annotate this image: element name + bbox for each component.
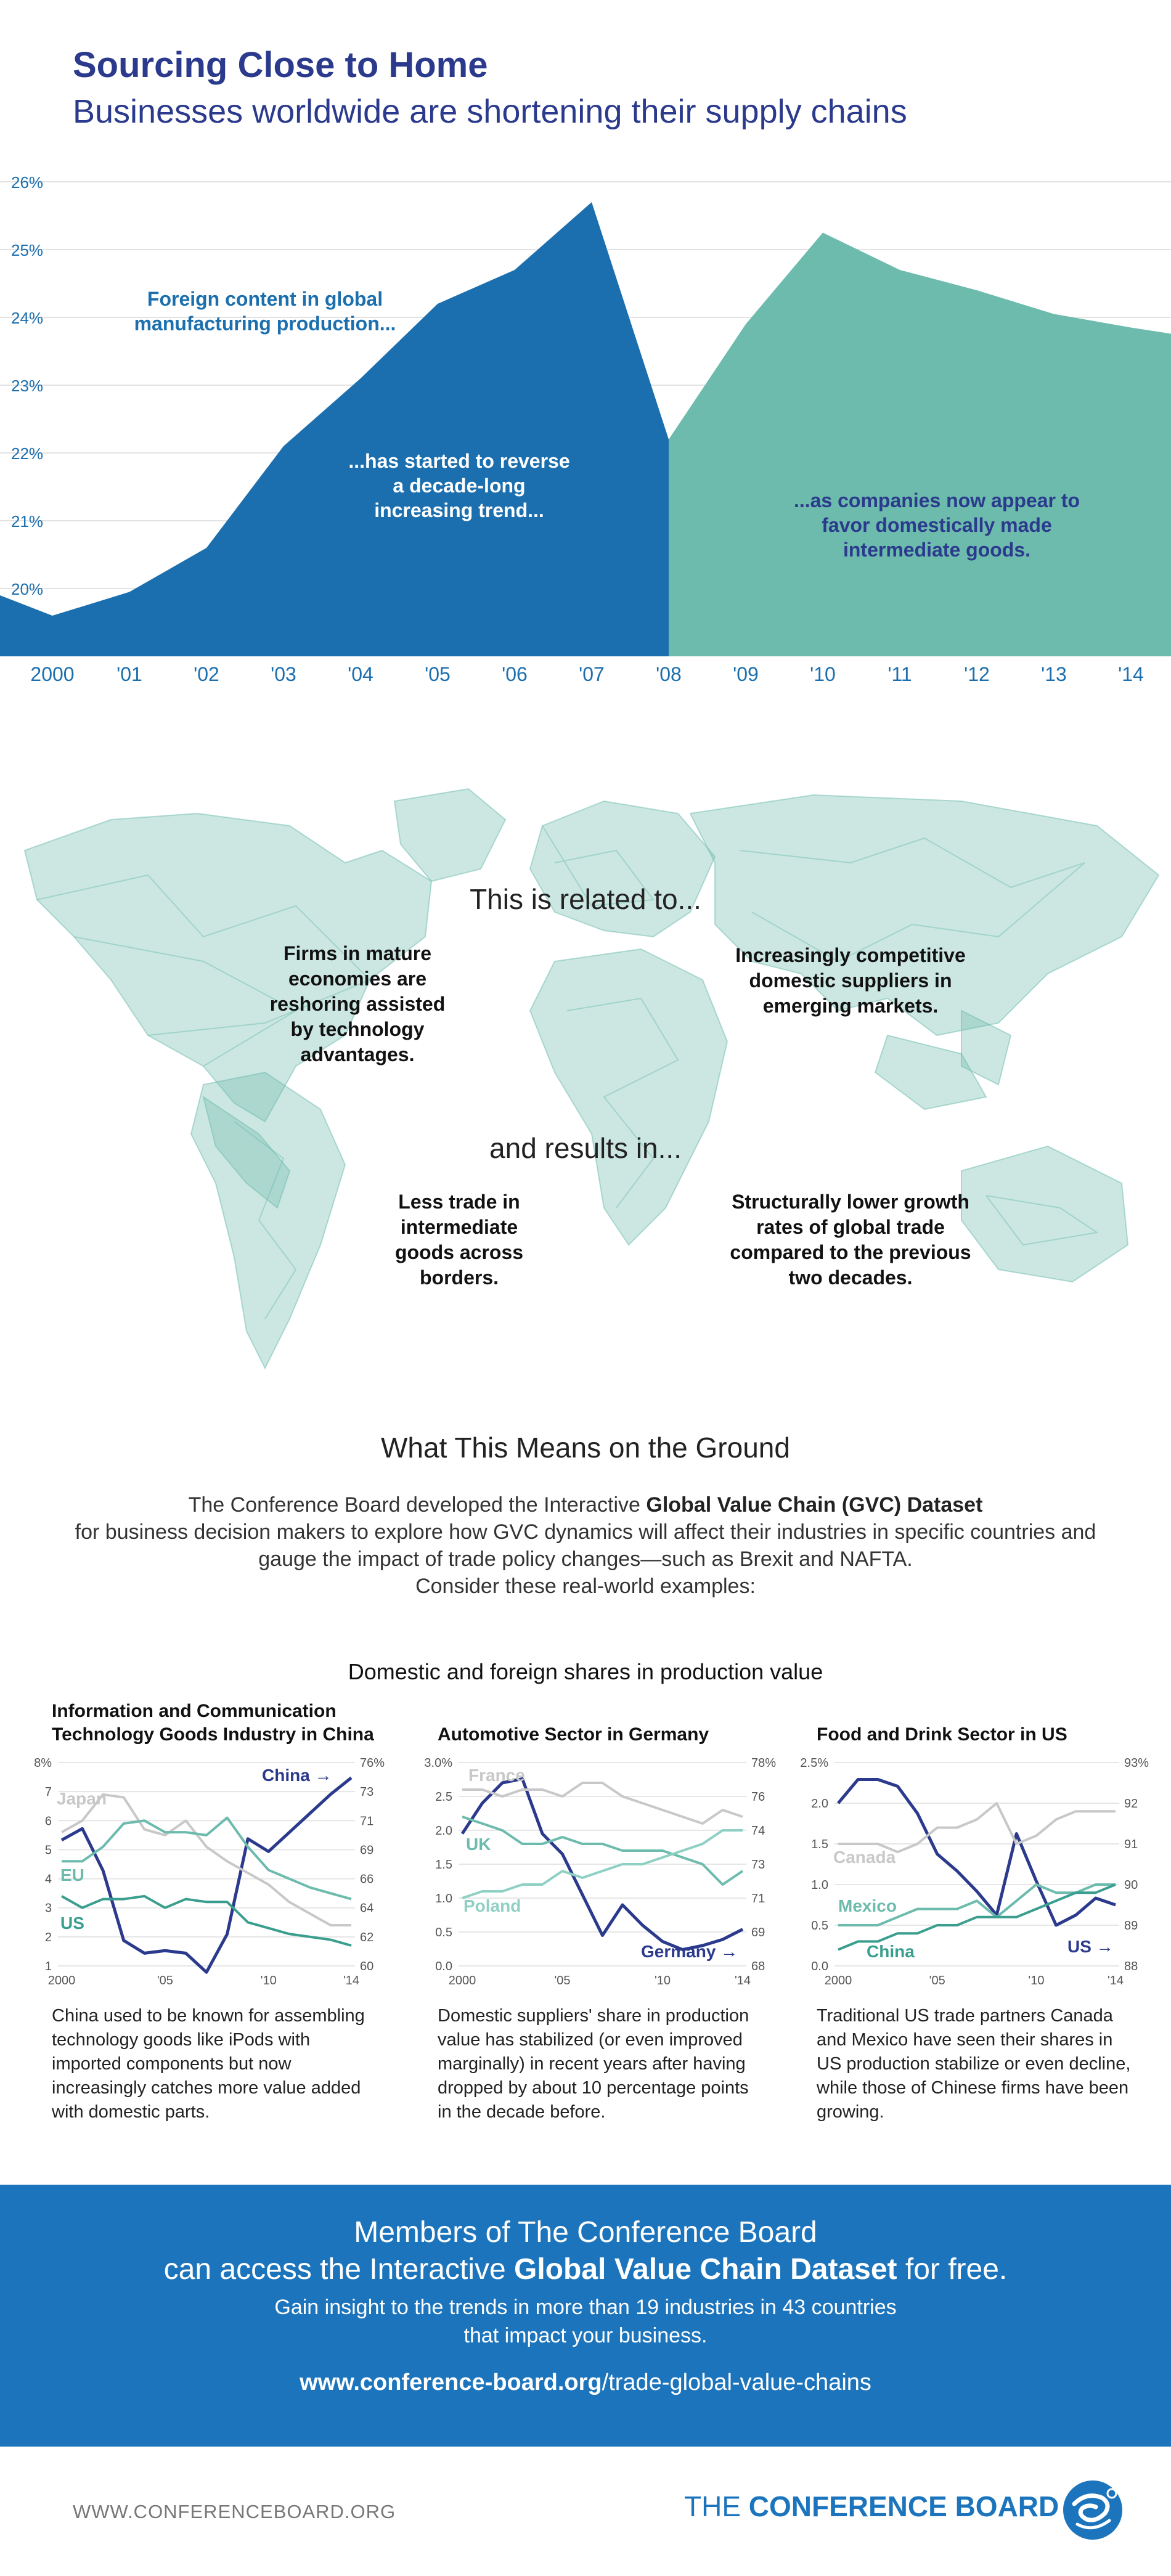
- banner-line-1: Members of The Conference Board: [354, 2216, 817, 2249]
- banner-url-link[interactable]: [0, 2370, 1171, 2396]
- main-xtick-label: 2000: [30, 663, 75, 685]
- series-label-us: US: [60, 1914, 84, 1933]
- main-xtick-label: '12: [964, 663, 990, 685]
- x-axis-tick: '10: [1028, 1974, 1045, 1984]
- right-axis-tick: 76: [751, 1790, 765, 1804]
- left-axis-tick: 1.0: [435, 1892, 452, 1906]
- x-axis-tick: 2000: [824, 1974, 852, 1984]
- left-axis-tick: 6: [44, 1814, 52, 1828]
- left-axis-tick: 0.0: [811, 1960, 828, 1973]
- brand-the: THE: [684, 2490, 749, 2522]
- series-line-us: [62, 1896, 351, 1946]
- related-right-text: Increasingly competitive domestic suppliers in emerging markets.: [735, 944, 966, 1017]
- series-line-eu: [62, 1818, 351, 1899]
- area-reversing-period: [669, 233, 1171, 657]
- left-axis-tick: 2.5%: [800, 1756, 828, 1770]
- series-label-mexico: Mexico: [838, 1896, 897, 1915]
- results-left-text: Less trade in intermediate goods across borders.: [394, 1191, 524, 1289]
- x-axis-tick: '14: [734, 1974, 751, 1984]
- right-axis-tick: 66: [360, 1872, 374, 1886]
- series-label-canada: Canada: [833, 1848, 896, 1867]
- results-heading: and results in...: [489, 1132, 682, 1164]
- left-axis-tick: 1.0: [811, 1878, 828, 1892]
- x-axis-tick: '05: [929, 1974, 945, 1984]
- series-line-canada: [838, 1803, 1116, 1852]
- main-xtick-label: '02: [194, 663, 219, 685]
- left-axis-tick: 0.5: [811, 1919, 828, 1933]
- right-axis-tick: 78%: [751, 1756, 777, 1770]
- x-axis-tick: '14: [343, 1974, 360, 1984]
- x-axis-tick: '10: [654, 1974, 671, 1984]
- main-xtick-label: '10: [810, 663, 836, 685]
- left-axis-tick: 5: [44, 1843, 52, 1857]
- footer-website-link[interactable]: WWW.CONFERENCEBOARD.ORG: [73, 2501, 396, 2522]
- left-axis-tick: 4: [44, 1872, 52, 1886]
- related-heading: This is related to...: [470, 883, 701, 915]
- right-axis-tick: 71: [360, 1814, 374, 1828]
- right-axis-tick: 68: [751, 1960, 765, 1973]
- right-axis-tick: 64: [360, 1901, 374, 1915]
- series-label-japan: Japan: [57, 1789, 107, 1808]
- page-subtitle: Businesses worldwide are shortening their supply chains: [73, 93, 907, 130]
- main-ytick-label: 26%: [11, 173, 44, 192]
- ground-text-a: The Conference Board developed the Interactive: [188, 1493, 647, 1517]
- main-xtick-label: '14: [1118, 663, 1144, 685]
- left-axis-tick: 1.5: [811, 1838, 828, 1851]
- right-axis-tick: 90: [1124, 1878, 1138, 1892]
- left-axis-tick: 2.0: [811, 1797, 828, 1811]
- caption-china-ict: China used to be known for assembling technology goods like iPods with imported components but now increasingly catches more value added with domestic parts.: [52, 2006, 365, 2122]
- series-label-us: US →: [1067, 1937, 1114, 1956]
- right-axis-tick: 73: [360, 1785, 374, 1800]
- ground-heading: What This Means on the Ground: [381, 1432, 790, 1464]
- series-label-france: France: [468, 1766, 525, 1785]
- main-xtick-label: '11: [887, 663, 912, 685]
- right-axis-tick: 71: [751, 1892, 765, 1906]
- x-axis-tick: '10: [260, 1974, 277, 1984]
- series-line-france: [462, 1783, 743, 1824]
- brand-wordmark: [684, 2490, 1059, 2523]
- caption-us-food: Traditional US trade partners Canada and Mexico have seen their shares in US production stabilize or even decline, while those of Chinese firms have been growing.: [817, 2006, 1131, 2122]
- small-chart-us-food: [789, 1750, 1159, 1984]
- chart-title-china-ict: Information and Communication Technology Goods Industry in China: [52, 1701, 374, 1745]
- x-axis-tick: 2000: [448, 1974, 476, 1984]
- ground-text-b: for business decision makers to explore how GVC dynamics will affect their industries in specific countries and gauge the impact of trade policy changes—such as Brexit and NAFTA.: [75, 1520, 1096, 1571]
- left-axis-tick: 2: [44, 1930, 52, 1944]
- right-axis-tick: 92: [1124, 1797, 1138, 1811]
- main-xtick-label: '06: [502, 663, 528, 685]
- chart-title-us-food: Food and Drink Sector in US: [817, 1724, 1067, 1745]
- banner-line-4: that impact your business.: [463, 2324, 708, 2347]
- page-title: Sourcing Close to Home: [73, 45, 488, 85]
- left-axis-tick: 8%: [34, 1756, 52, 1770]
- x-axis-tick: 2000: [47, 1974, 76, 1984]
- main-xtick-label: '01: [116, 663, 142, 685]
- series-label-eu: EU: [60, 1865, 84, 1885]
- series-label-poland: Poland: [463, 1896, 521, 1915]
- right-axis-tick: 62: [360, 1930, 374, 1944]
- left-axis-tick: 0.0: [435, 1960, 452, 1973]
- world-map-graphic: [0, 776, 1171, 1393]
- main-xtick-label: '05: [425, 663, 451, 685]
- left-axis-tick: 2.5: [435, 1790, 452, 1804]
- small-charts-heading: Domestic and foreign shares in production value: [348, 1659, 823, 1684]
- globe-logo-icon: [1059, 2476, 1127, 2544]
- x-axis-tick: '05: [554, 1974, 571, 1984]
- x-axis-tick: '05: [157, 1974, 173, 1984]
- left-axis-tick: 1.5: [435, 1858, 452, 1872]
- series-label-china: China →: [262, 1766, 332, 1785]
- ground-description: [62, 1491, 1109, 1600]
- right-axis-tick: 88: [1124, 1960, 1138, 1973]
- right-axis-tick: 69: [751, 1926, 765, 1939]
- annotation-foreign-content: Foreign content in global manufacturing production...: [134, 288, 396, 335]
- left-axis-tick: 0.5: [435, 1926, 452, 1939]
- right-axis-tick: 76%: [360, 1756, 385, 1770]
- main-xtick-label: '08: [656, 663, 682, 685]
- related-left-text: Firms in mature economies are reshoring assisted by technology advantages.: [269, 942, 446, 1066]
- banner-line-2b: for free.: [897, 2253, 1008, 2286]
- main-ytick-label: 24%: [11, 309, 44, 327]
- left-axis-tick: 7: [44, 1785, 52, 1800]
- x-axis-tick: '14: [1107, 1974, 1124, 1984]
- left-axis-tick: 3: [44, 1901, 52, 1915]
- right-axis-tick: 69: [360, 1843, 374, 1857]
- brand-name: CONFERENCE BOARD: [748, 2490, 1059, 2522]
- main-xtick-label: '09: [733, 663, 759, 685]
- small-chart-germany-auto: [407, 1750, 789, 1984]
- right-axis-tick: 89: [1124, 1919, 1138, 1933]
- left-axis-tick: 2.0: [435, 1824, 452, 1838]
- main-xtick-label: '13: [1041, 663, 1067, 685]
- banner-line-2a: can access the Interactive: [163, 2253, 515, 2286]
- main-area-chart: [0, 148, 1171, 703]
- annotation-domestic-goods: ...as companies now appear to favor domestically made intermediate goods.: [793, 489, 1080, 561]
- main-xtick-label: '04: [348, 663, 373, 685]
- members-banner: [0, 2185, 1171, 2447]
- main-ytick-label: 22%: [11, 444, 44, 463]
- series-label-uk: UK: [466, 1835, 491, 1854]
- right-axis-tick: 93%: [1124, 1756, 1149, 1770]
- banner-url-bold[interactable]: www.conference-board.org: [300, 2370, 602, 2395]
- ground-text-c: Consider these real-world examples:: [415, 1575, 756, 1598]
- right-axis-tick: 60: [360, 1960, 374, 1973]
- chart-title-germany-auto: Automotive Sector in Germany: [438, 1724, 709, 1745]
- ground-text-bold: Global Value Chain (GVC) Dataset: [646, 1493, 983, 1517]
- series-label-germany: Germany →: [641, 1942, 738, 1961]
- banner-line-2: [0, 2252, 1171, 2286]
- main-ytick-label: 20%: [11, 580, 44, 598]
- annotation-reverse-trend: ...has started to reverse a decade-long increasing trend...: [348, 450, 570, 521]
- caption-germany-auto: Domestic suppliers' share in production value has stabilized (or even improved marginally) in recent years after having dropped by about 10 percentage points in the decade before.: [438, 2006, 749, 2122]
- series-label-china: China: [867, 1942, 915, 1961]
- main-ytick-label: 23%: [11, 377, 44, 395]
- banner-line-2-bold: Global Value Chain Dataset: [514, 2253, 897, 2286]
- series-line-uk: [462, 1817, 743, 1885]
- left-axis-tick: 1: [44, 1960, 52, 1973]
- main-xtick-label: '07: [579, 663, 605, 685]
- main-ytick-label: 25%: [11, 241, 44, 259]
- small-chart-china-ict: [0, 1750, 394, 1984]
- right-axis-tick: 91: [1124, 1838, 1138, 1851]
- right-axis-tick: 73: [751, 1858, 765, 1872]
- banner-line-3: Gain insight to the trends in more than 19 industries in 43 countries: [274, 2296, 897, 2319]
- results-right-text: Structurally lower growth rates of global trade compared to the previous two decades.: [730, 1191, 971, 1289]
- right-axis-tick: 74: [751, 1824, 765, 1838]
- left-axis-tick: 3.0%: [424, 1756, 452, 1770]
- banner-url-rest[interactable]: /trade-global-value-chains: [602, 2370, 871, 2395]
- main-xtick-label: '03: [271, 663, 296, 685]
- main-ytick-label: 21%: [11, 512, 44, 531]
